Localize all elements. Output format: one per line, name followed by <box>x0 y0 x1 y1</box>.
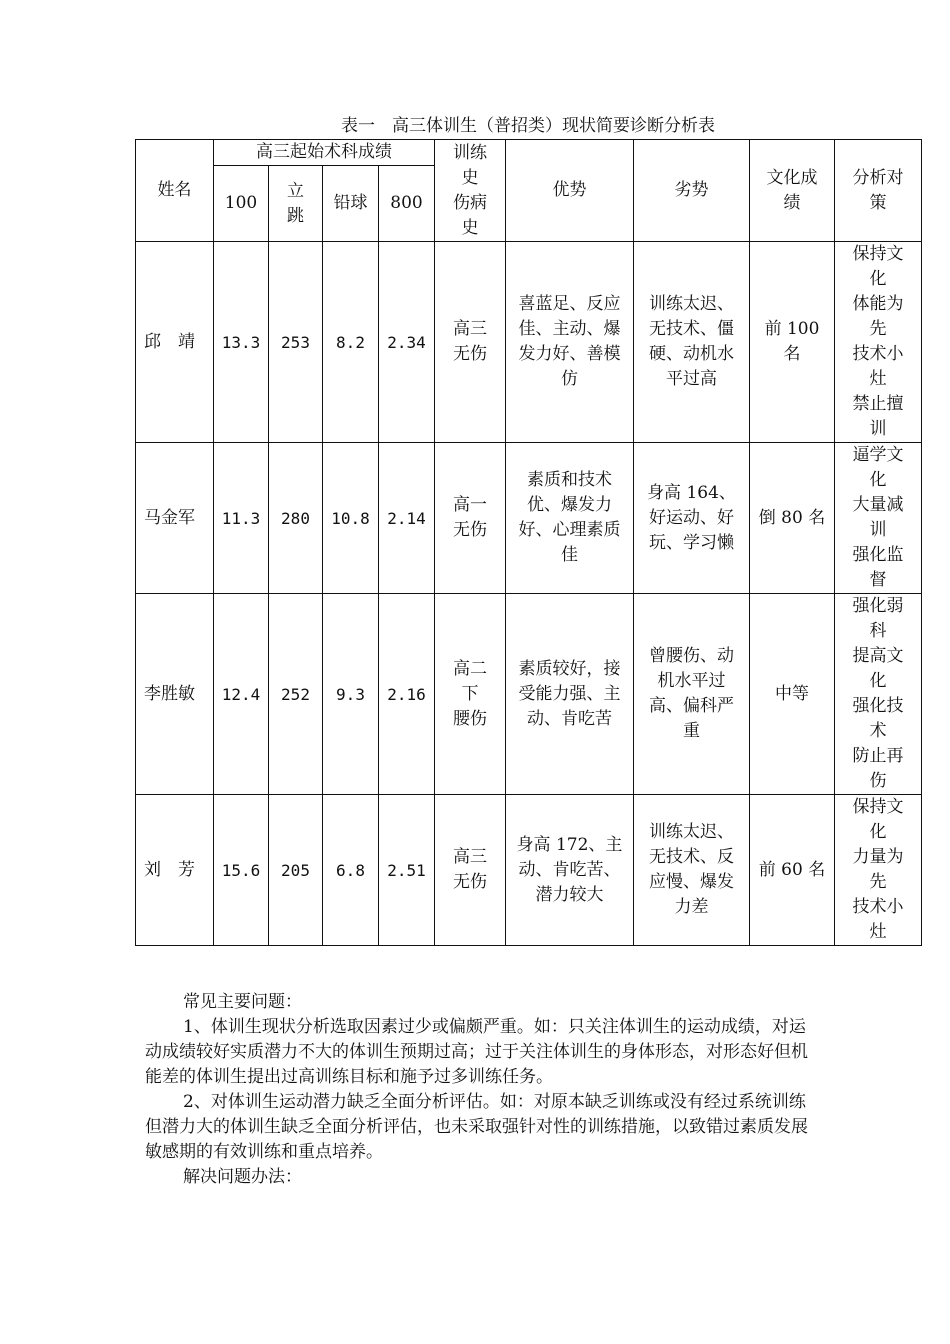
table-row <box>136 795 922 946</box>
table-row <box>136 594 922 795</box>
cell-weaknesses: 训练太迟、 无技术、反 应慢、爆发 力差 <box>634 795 750 946</box>
cell-800m: 2.34 <box>379 242 435 443</box>
header-jump: 立 跳 <box>269 166 323 242</box>
cell-weaknesses: 身高 164、 好运动、好 玩、学习懒 <box>634 443 750 594</box>
cell-weaknesses: 训练太迟、 无技术、僵 硬、动机水 平过高 <box>634 242 750 443</box>
cell-strengths: 素质较好，接 受能力强、主 动、肯吃苦 <box>506 594 634 795</box>
cell-strengths: 身高 172、主 动、肯吃苦、 潜力较大 <box>506 795 634 946</box>
cell-jump: 253 <box>269 242 323 443</box>
solutions-heading: 解决问题办法： <box>183 1167 302 1187</box>
cell-100m: 13.3 <box>214 242 269 443</box>
cell-100m: 12.4 <box>214 594 269 795</box>
cell-weaknesses: 曾腰伤、动 机水平过 高、偏科严 重 <box>634 594 750 795</box>
cell-name: 李胜敏 <box>136 594 214 795</box>
cell-100m: 11.3 <box>214 443 269 594</box>
header-history: 训练 史 伤病 史 <box>435 140 506 242</box>
cell-shot: 9.3 <box>323 594 379 795</box>
cell-history: 高三 无伤 <box>435 795 506 946</box>
problem-1: 1、体训生现状分析选取因素过少或偏颇严重。如：只关注体训生的运动成绩，对运动成绩较好实质潜力不大的体训生预期过高；过于关注体训生的身体形态，对形态好但机能差的体训生提出过高训练目标和施予过多训练任务。 <box>145 1017 808 1087</box>
cell-800m: 2.16 <box>379 594 435 795</box>
cell-800m: 2.14 <box>379 443 435 594</box>
cell-strategy: 保持文 化 力量为 先 技术小 灶 <box>835 795 922 946</box>
header-scores-group: 高三起始术科成绩 <box>214 140 435 166</box>
header-name: 姓名 <box>136 140 214 242</box>
body-text <box>145 990 815 1190</box>
header-100: 100 <box>214 166 269 242</box>
cell-shot: 8.2 <box>323 242 379 443</box>
header-strengths: 优势 <box>506 140 634 242</box>
cell-history: 高二 下 腰伤 <box>435 594 506 795</box>
header-strategy: 分析对 策 <box>835 140 922 242</box>
header-row-1 <box>136 140 922 166</box>
cell-strategy: 逼学文 化 大量减 训 强化监 督 <box>835 443 922 594</box>
cell-shot: 10.8 <box>323 443 379 594</box>
problem-2: 2、对体训生运动潜力缺乏全面分析评估。如：对原本缺乏训练或没有经过系统训练但潜力大的体训生缺乏全面分析评估，也未采取强针对性的训练措施，以致错过素质发展敏感期的有效训练和重点培养。 <box>145 1092 808 1162</box>
table-title: 表一 高三体训生（普招类）现状简要诊断分析表 <box>341 116 715 136</box>
cell-100m: 15.6 <box>214 795 269 946</box>
cell-culture: 前 60 名 <box>750 795 835 946</box>
cell-strategy: 强化弱 科 提高文 化 强化技 术 防止再 伤 <box>835 594 922 795</box>
cell-jump: 205 <box>269 795 323 946</box>
cell-strengths: 素质和技术 优、爆发力 好、心理素质 佳 <box>506 443 634 594</box>
cell-strategy: 保持文 化 体能为 先 技术小 灶 禁止擅 训 <box>835 242 922 443</box>
table-row <box>136 242 922 443</box>
header-shot: 铅球 <box>323 166 379 242</box>
cell-800m: 2.51 <box>379 795 435 946</box>
cell-name: 邱 靖 <box>136 242 214 443</box>
cell-culture: 前 100 名 <box>750 242 835 443</box>
header-culture: 文化成 绩 <box>750 140 835 242</box>
header-800: 800 <box>379 166 435 242</box>
cell-history: 高三 无伤 <box>435 242 506 443</box>
diagnosis-table <box>135 139 922 946</box>
cell-strengths: 喜蓝足、反应 佳、主动、爆 发力好、善模 仿 <box>506 242 634 443</box>
cell-jump: 252 <box>269 594 323 795</box>
cell-name: 刘 芳 <box>136 795 214 946</box>
header-weaknesses: 劣势 <box>634 140 750 242</box>
cell-jump: 280 <box>269 443 323 594</box>
table-row <box>136 443 922 594</box>
cell-culture: 倒 80 名 <box>750 443 835 594</box>
cell-history: 高一 无伤 <box>435 443 506 594</box>
cell-shot: 6.8 <box>323 795 379 946</box>
problems-heading: 常见主要问题： <box>183 992 302 1012</box>
cell-name: 马金军 <box>136 443 214 594</box>
cell-culture: 中等 <box>750 594 835 795</box>
